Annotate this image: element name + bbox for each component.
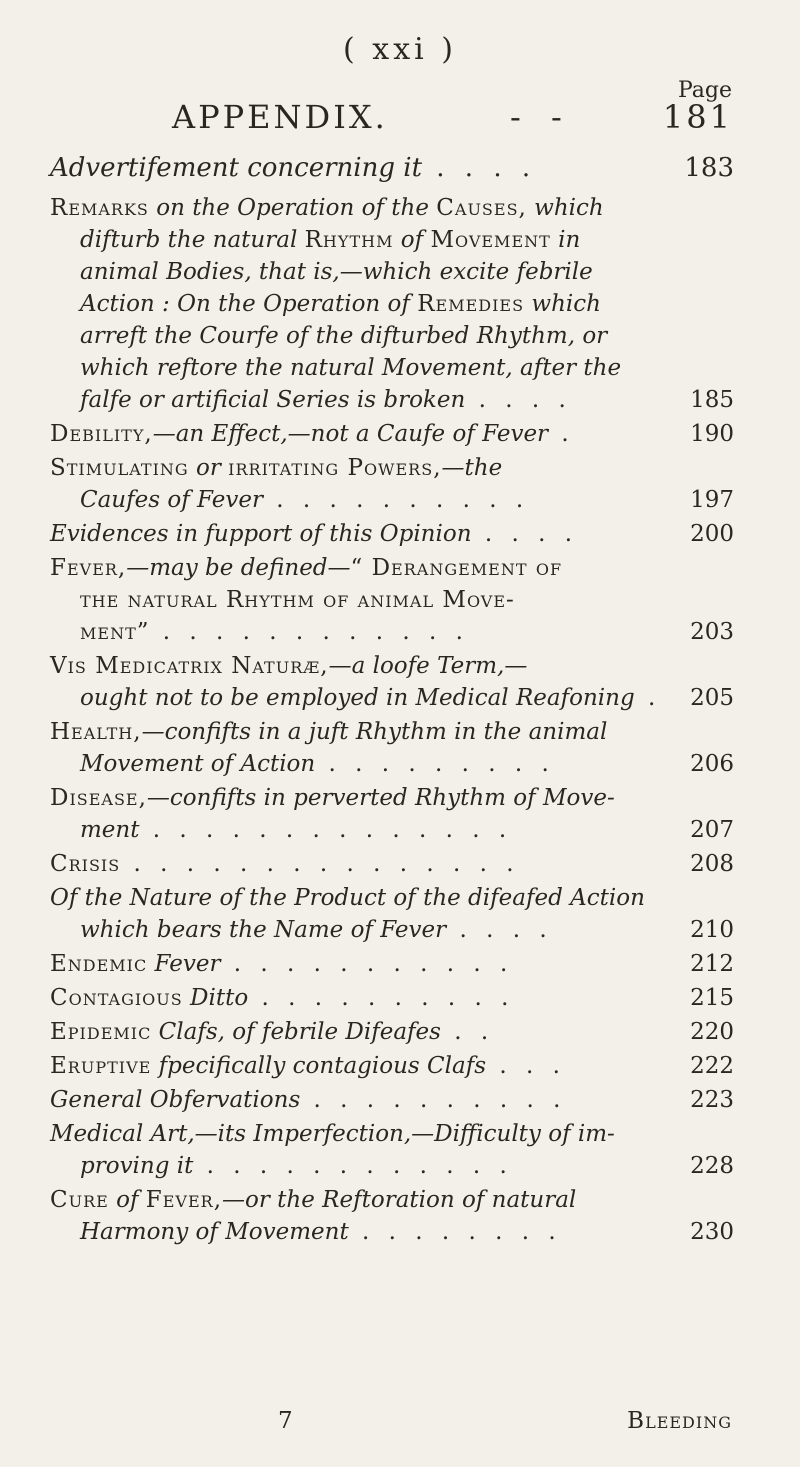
signature-mark: 7 xyxy=(278,1408,293,1434)
leader-dots: . xyxy=(548,421,575,447)
entry-text: —may be defined— xyxy=(126,555,351,581)
toc-entry-line xyxy=(50,584,734,616)
leader-dots: . . . . xyxy=(471,521,579,547)
appendix-dashes: - - xyxy=(510,98,572,136)
entry-text: Remarks xyxy=(50,195,149,221)
toc-entry-line xyxy=(50,882,734,914)
entry-text: Eruptive xyxy=(50,1053,152,1079)
toc-entry-line xyxy=(50,352,734,384)
leader-dots: . . . . . . . . . . . . . . . xyxy=(120,851,520,877)
catchword: Bleeding xyxy=(627,1408,732,1434)
entry-page-number: 210 xyxy=(690,917,734,943)
entry-text: Advertifement concerning it xyxy=(50,153,423,183)
leader-dots: . . . . . . . . . . xyxy=(262,487,530,513)
entry-page-number: 206 xyxy=(690,751,734,777)
entry-page-number: 220 xyxy=(690,1019,734,1045)
toc-entry xyxy=(50,1016,734,1048)
entry-page-number: 223 xyxy=(690,1087,734,1113)
entry-text: Cure xyxy=(50,1187,109,1213)
toc-entry-line xyxy=(50,650,734,682)
entry-text: Caufes of Fever xyxy=(80,487,263,513)
entry-text: Fever, xyxy=(145,1187,223,1213)
entry-text: Causes, xyxy=(436,195,527,221)
entry-text: which reftore the natural Movement, after the xyxy=(80,355,622,381)
entry-text: Clafs, of febrile Difeafes xyxy=(151,1019,441,1045)
entry-text: Of the Nature of the Product of the difeafed Action xyxy=(50,885,645,911)
leader-dots: . . . . . . . . . . . xyxy=(220,951,514,977)
page-folio: ( xxi ) xyxy=(343,32,457,67)
entry-page-number: 200 xyxy=(690,521,734,547)
entry-text: Rhythm xyxy=(304,227,394,253)
entry-page-number: 185 xyxy=(690,387,734,413)
toc-entry xyxy=(50,552,734,648)
entry-text: ought not to be employed in Medical Reafoning xyxy=(80,685,635,711)
entry-page-number: 215 xyxy=(690,985,734,1011)
toc-entry-line xyxy=(50,982,734,1014)
toc-entry-line xyxy=(50,1150,734,1182)
entry-text: Stimulating xyxy=(50,455,189,481)
toc-entry-line xyxy=(50,682,734,714)
entry-text: Disease, xyxy=(50,785,147,811)
toc-entry-line xyxy=(50,552,734,584)
entry-page-number: 197 xyxy=(690,487,734,513)
entry-text: Fever, xyxy=(50,555,127,581)
leader-dots: . . . . . . . . . . . . . . xyxy=(139,817,513,843)
leader-dots: . . . . xyxy=(465,387,572,413)
toc-entry xyxy=(50,782,734,846)
toc-entry-line xyxy=(50,224,734,256)
toc-entry xyxy=(50,1050,734,1082)
toc-entry xyxy=(50,148,734,188)
entry-page-number: 222 xyxy=(690,1053,734,1079)
entry-text: Crisis xyxy=(50,851,121,877)
entry-text: Fever xyxy=(147,951,221,977)
entry-text: —the xyxy=(441,455,503,481)
entry-text: ment xyxy=(80,817,140,843)
entry-text: animal Bodies, that is,—which excite febrile xyxy=(80,259,593,285)
entry-text: Medical Art,—its Imperfection,—Difficulty of im- xyxy=(50,1121,615,1147)
entry-text: Debility, xyxy=(50,421,153,447)
toc-entry xyxy=(50,1184,734,1248)
leader-dots: . . xyxy=(440,1019,495,1045)
entry-text: “ Derangement of xyxy=(350,555,563,581)
entry-text: on the Operation of the xyxy=(148,195,437,221)
entry-text: arreft the Courfe of the difturbed Rhythm, or xyxy=(80,323,608,349)
entry-text: Contagious xyxy=(50,985,183,1011)
entry-text: of xyxy=(393,227,431,253)
toc-entry xyxy=(50,1084,734,1116)
leader-dots: . . . . . . . . . . . . xyxy=(193,1153,513,1179)
leader-dots: . . . . xyxy=(446,917,553,943)
entry-page-number: 190 xyxy=(690,421,734,447)
toc-entry-line xyxy=(50,148,734,188)
toc-entry-line xyxy=(50,288,734,320)
entry-page-number: 183 xyxy=(684,153,734,183)
leader-dots: . . . . . . . . . . . . xyxy=(149,619,469,645)
entry-page-number: 228 xyxy=(690,1153,734,1179)
entry-text: ment” xyxy=(80,619,150,645)
page-footer xyxy=(0,1408,800,1448)
toc-entry-line xyxy=(50,1216,734,1248)
entry-text: Harmony of Movement xyxy=(80,1219,349,1245)
entry-text: in xyxy=(550,227,581,253)
entry-text: which bears the Name of Fever xyxy=(80,917,447,943)
toc-entry xyxy=(50,192,734,416)
entry-text: the natural Rhythm of animal Move- xyxy=(80,587,515,613)
entry-text: —confifts in perverted Rhythm of Move- xyxy=(146,785,615,811)
toc-entry xyxy=(50,982,734,1014)
toc-entry-line xyxy=(50,1184,734,1216)
entry-text: irritating Powers, xyxy=(228,455,442,481)
entry-text: Health, xyxy=(50,719,142,745)
toc-entry-line xyxy=(50,1118,734,1150)
entry-text: Endemic xyxy=(50,951,148,977)
entry-text: General Obfervations xyxy=(50,1087,301,1113)
entry-text: Remedies xyxy=(417,291,525,317)
toc-entry-line xyxy=(50,484,734,516)
entry-text: Action : On the Operation of xyxy=(80,291,418,317)
toc-entry xyxy=(50,650,734,714)
entry-text: of xyxy=(108,1187,146,1213)
entry-text: —a loofe Term,— xyxy=(328,653,528,679)
toc-entry-line xyxy=(50,1016,734,1048)
entry-page-number: 208 xyxy=(690,851,734,877)
leader-dots: . . . xyxy=(486,1053,566,1079)
toc-entry-line xyxy=(50,256,734,288)
appendix-page-number: 181 xyxy=(662,98,733,136)
toc-entry-line xyxy=(50,1050,734,1082)
toc-entry-line xyxy=(50,948,734,980)
toc-entry xyxy=(50,848,734,880)
entry-page-number: 212 xyxy=(690,951,734,977)
toc-entry-line xyxy=(50,716,734,748)
entry-text: Movement of Action xyxy=(80,751,316,777)
toc-entry-line xyxy=(50,814,734,846)
entry-text: or xyxy=(188,455,229,481)
page-column-label: Page xyxy=(677,78,732,103)
toc-entry-line xyxy=(50,616,734,648)
toc-entry-line xyxy=(50,320,734,352)
toc-entry-line xyxy=(50,452,734,484)
entry-text: difturb the natural xyxy=(80,227,305,253)
toc-entry-line xyxy=(50,848,734,880)
toc-entry xyxy=(50,882,734,946)
entry-page-number: 205 xyxy=(690,685,734,711)
entry-text: Ditto xyxy=(182,985,249,1011)
toc-entry-line xyxy=(50,384,734,416)
entry-text: which xyxy=(524,291,601,317)
toc-entry xyxy=(50,948,734,980)
toc-entry-line xyxy=(50,518,734,550)
entry-text: Epidemic xyxy=(50,1019,152,1045)
toc-entry xyxy=(50,716,734,780)
toc-entry-line xyxy=(50,418,734,450)
entry-text: Vis Medicatrix Naturæ, xyxy=(50,653,329,679)
entry-text: which xyxy=(526,195,604,221)
appendix-title: APPENDIX. xyxy=(172,98,388,136)
toc-entry-line xyxy=(50,1084,734,1116)
leader-dots: . . . . . . . . . . xyxy=(248,985,515,1011)
toc-entry-line xyxy=(50,748,734,780)
leader-dots: . xyxy=(634,685,662,711)
entry-text: fpecifically contagious Clafs xyxy=(151,1053,487,1079)
entry-text: —or the Reftoration of natural xyxy=(222,1187,577,1213)
leader-dots: . . . . . . . . . xyxy=(315,751,555,777)
entry-text: Movement xyxy=(430,227,551,253)
entry-text: proving it xyxy=(80,1153,194,1179)
leader-dots: . . . . . . . . . . xyxy=(300,1087,567,1113)
toc-entry-line xyxy=(50,782,734,814)
entry-page-number: 203 xyxy=(690,619,734,645)
toc-entry xyxy=(50,1118,734,1182)
toc-entry xyxy=(50,452,734,516)
entry-text: —confifts in a juft Rhythm in the animal xyxy=(141,719,608,745)
leader-dots: . . . . . . . . xyxy=(348,1219,562,1245)
leader-dots: . . . . xyxy=(422,153,537,183)
entry-text: Evidences in fupport of this Opinion xyxy=(50,521,472,547)
entry-text: falfe or artificial Series is broken xyxy=(80,387,466,413)
entry-page-number: 207 xyxy=(690,817,734,843)
toc-entry-line xyxy=(50,914,734,946)
toc-entry-line xyxy=(50,192,734,224)
toc-entry xyxy=(50,418,734,450)
table-of-contents xyxy=(50,148,734,1250)
toc-entry xyxy=(50,518,734,550)
entry-page-number: 230 xyxy=(690,1219,734,1245)
entry-text: —an Effect,—not a Caufe of Fever xyxy=(152,421,549,447)
